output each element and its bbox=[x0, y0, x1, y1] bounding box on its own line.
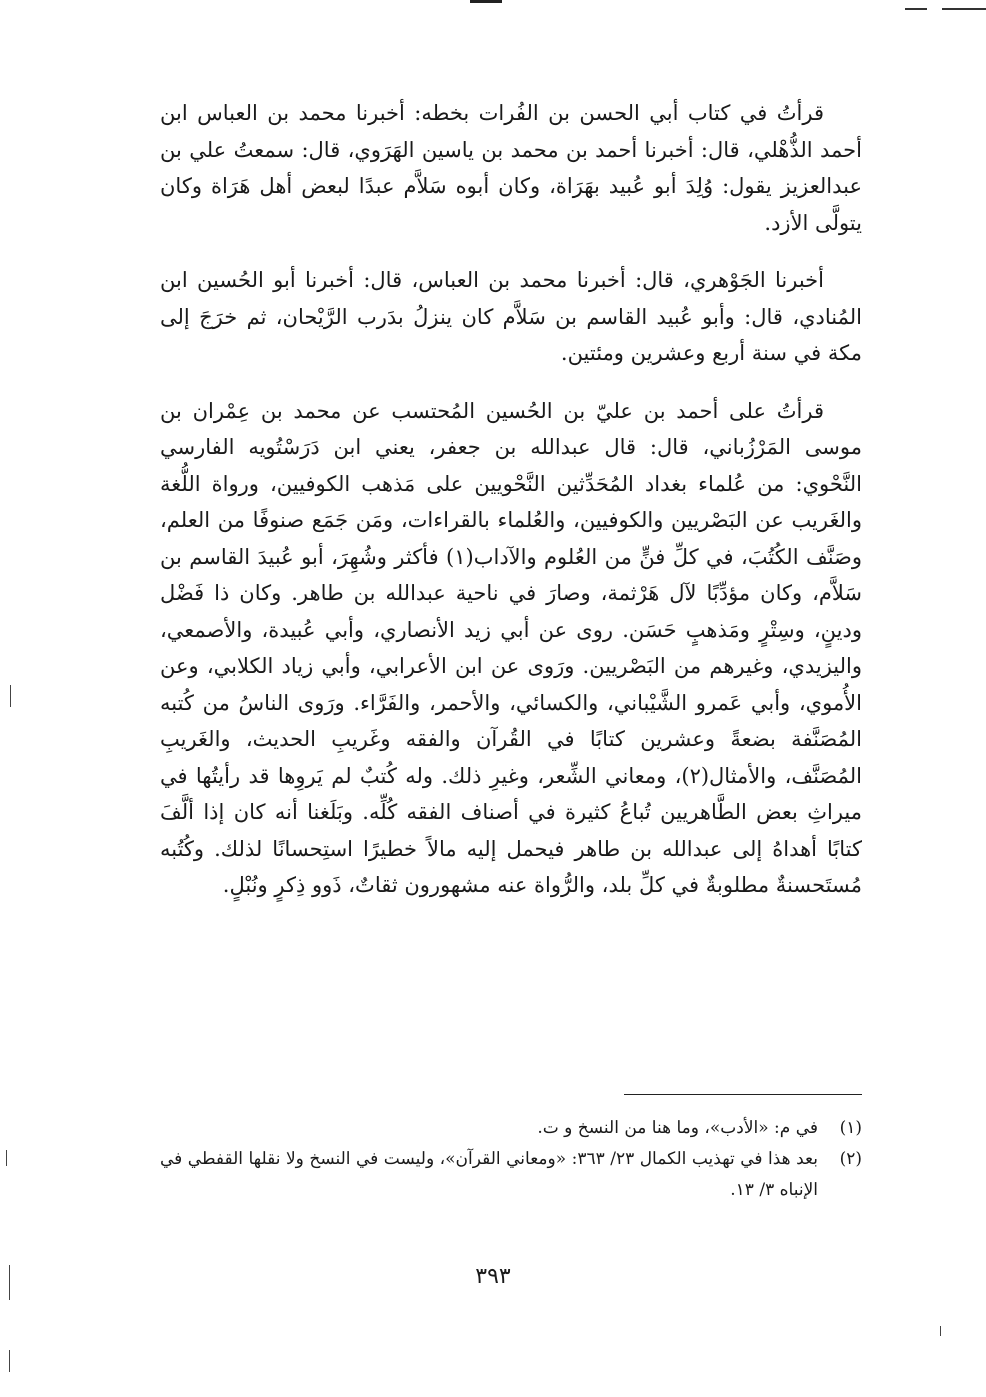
scan-artifact bbox=[6, 1150, 7, 1166]
footnote-text: بعد هذا في تهذيب الكمال ٢٣/ ٣٦٣: «ومعاني القرآن»، وليست في النسخ ولا نقلها القفطي في الإنباه ٣/ ١٣. bbox=[160, 1149, 818, 1200]
top-right-edge-mark bbox=[905, 8, 927, 10]
page-number: ٣٩٣ bbox=[475, 1264, 511, 1289]
footnotes bbox=[160, 1113, 862, 1206]
footnote-text: في م: «الأدب»، وما هنا من النسخ و ت. bbox=[537, 1118, 818, 1138]
top-edge-mark bbox=[470, 0, 502, 3]
scan-artifact bbox=[940, 1326, 941, 1336]
paragraph-1: قرأتُ في كتاب أبي الحسن بن الفُرات بخطه: أخبرنا محمد بن العباس ابن أحمد الذُّهْلي، قال: أخبرنا أحمد بن محمد بن ياسين الهَرَوي، قال: سمعتُ علي بن عبدالعزيز يقول: وُلِدَ أبو عُبيد بهَرَاة، وكان أبوه سَلاَّم عبدًا لبعض أهل هَرَاة وكان يتولَّى الأزد. bbox=[160, 101, 862, 235]
paragraph-2: أخبرنا الجَوْهري، قال: أخبرنا محمد بن العباس، قال: أخبرنا أبو الحُسين ابن المُنادي، قال: وأبو عُبيد القاسم بن سَلاَّم كان ينزلُ بدَرب الرَّيْحان، ثم خرَجَ إلى مكة في سنة أربع وعشرين ومئتين. bbox=[160, 268, 862, 365]
footnote-2 bbox=[160, 1144, 862, 1206]
scan-artifact bbox=[10, 685, 11, 707]
scan-artifact bbox=[9, 1350, 10, 1372]
footnote-divider bbox=[624, 1094, 862, 1095]
main-text bbox=[160, 95, 862, 904]
footnote-1 bbox=[160, 1113, 862, 1144]
paragraph-3: قرأتُ على أحمد بن عليّ بن الحُسين المُحتسب عن محمد بن عِمْران بن موسى المَرْزُباني، قال: قال عبدالله بن جعفر، يعني ابن دَرَسْتُويه الفارسي النَّحْوي: من عُلماء بغداد المُحَدِّثين النَّحْويين على مَذهب الكوفيين، ورواة اللُّغة والغَريب عن البَصْريين والكوفيين، والعُلماء بالقراءات، ومَن جَمَع صنوفًا من العلم، وصَنَّف الكُتُبَ، في كلِّ فنٍّ من العُلوم والآداب(١) فأكثر وشُهِرَ، أبو عُبيدَ القاسم بن سَلاَّم، وكان مؤدِّبًا لآل هَرْثمة، وصارَ في ناحية عبدالله بن طاهر. وكان ذا فَضْل ودينٍ، وسِتْرٍ ومَذهبٍ حَسَن. روى عن أبي زيد الأنصاري، وأبي عُبيدة، والأصمعي، واليزيدي، وغيرهم من البَصْريين. ورَوى عن ابن الأعرابي، وأبي زياد الكلابي، وعن الأُموي، وأبي عَمرو الشَّيْباني، والكسائي، والأحمر، والفَرَّاء. ورَوى الناسُ من كُتبه المُصَنَّفة بضعةً وعشرين كتابًا في القُرآن والفقه وغَريبِ الحديث، والغَريبِ المُصَنَّف، والأمثال(٢)، ومعاني الشِّعر، وغيرِ ذلك. وله كُتبٌ لم يَروِها قد رأيتُها في ميراثِ بعض الطَّاهريين تُباعُ كثيرة في أصناف الفقه كُلِّه. وبَلَغنا أنه كان إذا ألَّفَ كتابًا أهداهُ إلى عبدالله بن طاهر فيحمل إليه مالاً خطيرًا استِحسانًا لذلك. وكُتُبه مُستَحسنةٌ مطلوبةٌ في كلِّ بلد، والرُّواة عنه مشهورون ثقاتٌ، ذَوو ذِكرٍ ونُبْلٍ. bbox=[160, 398, 863, 897]
top-right-edge-mark-2 bbox=[942, 8, 986, 10]
footnote-number: (٢) bbox=[839, 1149, 862, 1169]
footnote-number: (١) bbox=[839, 1118, 862, 1138]
